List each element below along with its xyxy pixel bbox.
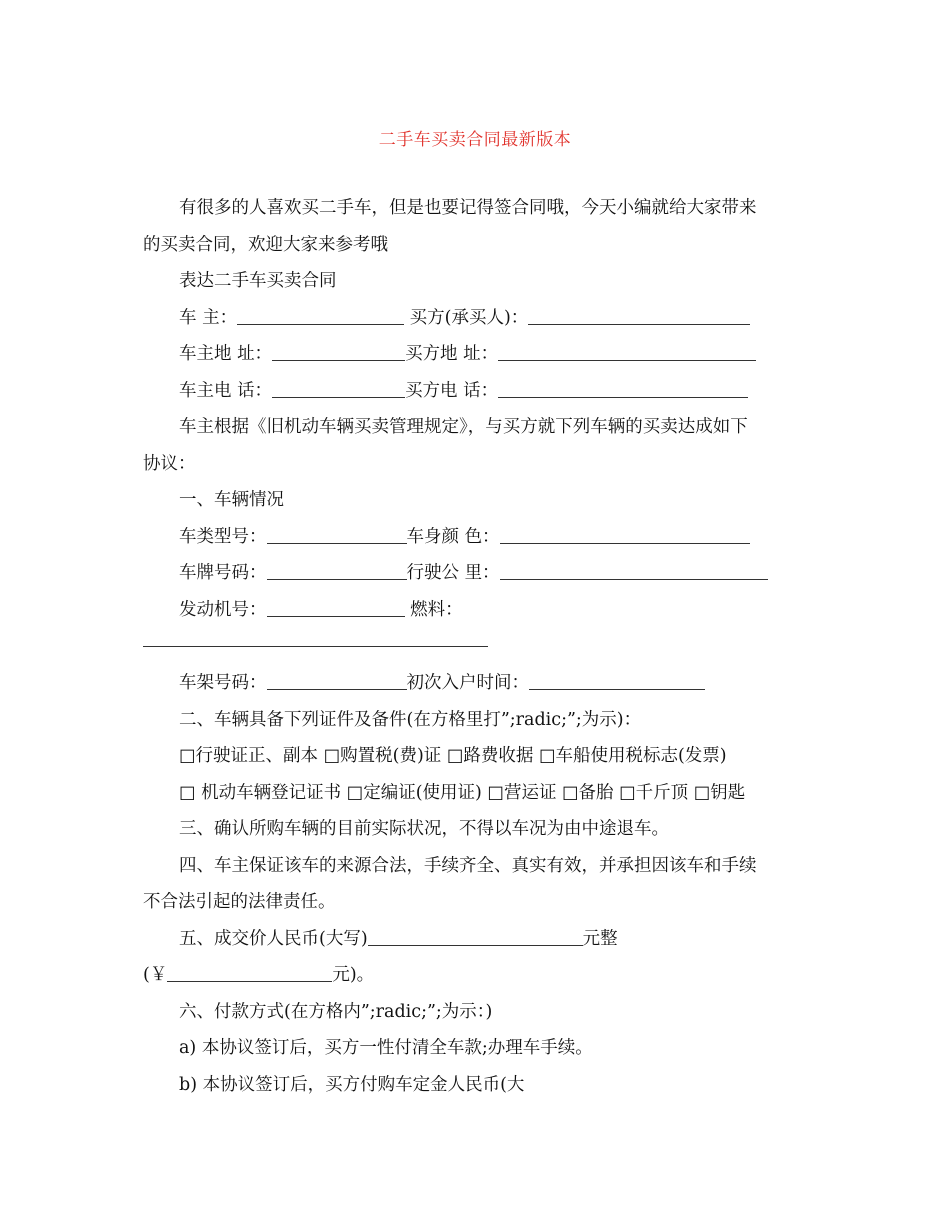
- frame-number-label: 车架号码：: [179, 673, 267, 693]
- owner-phone-label: 车主电 话：: [179, 380, 273, 401]
- owner-phone-blank: [272, 379, 405, 398]
- yen-prefix: (￥: [143, 965, 168, 985]
- owner-address-blank: [272, 343, 405, 362]
- yen-suffix: 元)。: [332, 965, 375, 985]
- mileage-blank: [500, 562, 768, 581]
- plate-row: [143, 555, 803, 592]
- agreement-line1: 车主根据《旧机动车辆买卖管理规定》，与买方就下列车辆的买卖达成如下: [179, 417, 748, 437]
- buyer-address-blank: [498, 343, 756, 362]
- section2-heading: 二、车辆具备下列证件及备件(在方格里打”;radic;”;为示)：: [179, 709, 642, 730]
- engine-row: [143, 592, 803, 629]
- section4-line2: 不合法引起的法律责任。: [143, 892, 336, 912]
- agreement-line2: 协议：: [143, 453, 196, 474]
- frame-number-blank: [267, 672, 407, 691]
- buyer-label: 买方(承买人)：: [409, 307, 529, 328]
- document-title: 二手车买卖合同最新版本: [378, 130, 572, 150]
- body-color-blank: [500, 525, 750, 544]
- owner-blank: [237, 306, 404, 325]
- first-registration-blank: [529, 672, 705, 691]
- owner-label: 车 主：: [179, 307, 238, 328]
- documents-checklist-row1: □行驶证正、副本 □购置税(费)证 □路费收据 □车船使用税标志(发票): [179, 746, 727, 766]
- buyer-phone-label: 买方电 话：: [405, 380, 499, 401]
- buyer-phone-blank: [498, 379, 748, 398]
- vehicle-type-label: 车类型号：: [179, 526, 267, 547]
- frame-row: [143, 665, 803, 702]
- section4-line1: 四、车主保证该车的来源合法，手续齐全、真实有效，并承担因该车和手续: [179, 855, 757, 876]
- intro-paragraph-line1: 有很多的人喜欢买二手车，但是也要记得签合同哦，今天小编就给大家带来: [179, 198, 757, 218]
- price-row: [143, 921, 803, 958]
- mileage-label: 行驶公 里：: [406, 563, 500, 583]
- plate-number-label: 车牌号码：: [179, 563, 267, 583]
- plate-number-blank: [267, 562, 407, 581]
- vehicle-type-blank: [267, 525, 407, 544]
- price-suffix: 元整: [582, 928, 618, 949]
- price-label: 五、成交价人民币(大写): [179, 928, 368, 949]
- section3-text: 三、确认所购车辆的目前实际状况，不得以车况为由中途退车。: [179, 819, 669, 839]
- price-words-blank: [368, 927, 583, 946]
- document-body: [143, 190, 803, 1103]
- section1-heading: 一、车辆情况: [179, 490, 284, 510]
- intro-paragraph-line2: 的买卖合同，欢迎大家来参考哦: [143, 234, 388, 255]
- payment-option-b: b) 本协议签订后，买方付购车定金人民币(大: [179, 1074, 525, 1095]
- body-color-label: 车身颜 色：: [406, 526, 500, 547]
- owner-address-label: 车主地 址：: [179, 344, 273, 364]
- engine-number-blank: [267, 598, 405, 617]
- section6-heading: 六、付款方式(在方格内”;radic;”;为示：): [179, 1001, 493, 1022]
- fuel-blank-line: [143, 628, 488, 647]
- payment-option-a: a) 本协议签订后，买方一性付清全车款;办理车手续。: [179, 1038, 593, 1058]
- address-row: [143, 336, 803, 373]
- engine-number-label: 发动机号：: [179, 599, 267, 620]
- fuel-label: 燃料：: [410, 599, 463, 620]
- phone-row: [143, 373, 803, 410]
- price-numeric-row: [143, 957, 803, 994]
- owner-buyer-row: [143, 300, 803, 337]
- vehicle-type-row: [143, 519, 803, 556]
- price-numeric-blank: [167, 964, 332, 983]
- first-registration-label: 初次入户时间：: [406, 673, 529, 693]
- contract-subtitle: 表达二手车买卖合同: [179, 271, 337, 291]
- buyer-address-label: 买方地 址：: [405, 344, 499, 364]
- buyer-blank: [528, 306, 750, 325]
- documents-checklist-row2: □ 机动车辆登记证书 □定编证(使用证) □营运证 □备胎 □千斤顶 □钥匙: [179, 782, 746, 803]
